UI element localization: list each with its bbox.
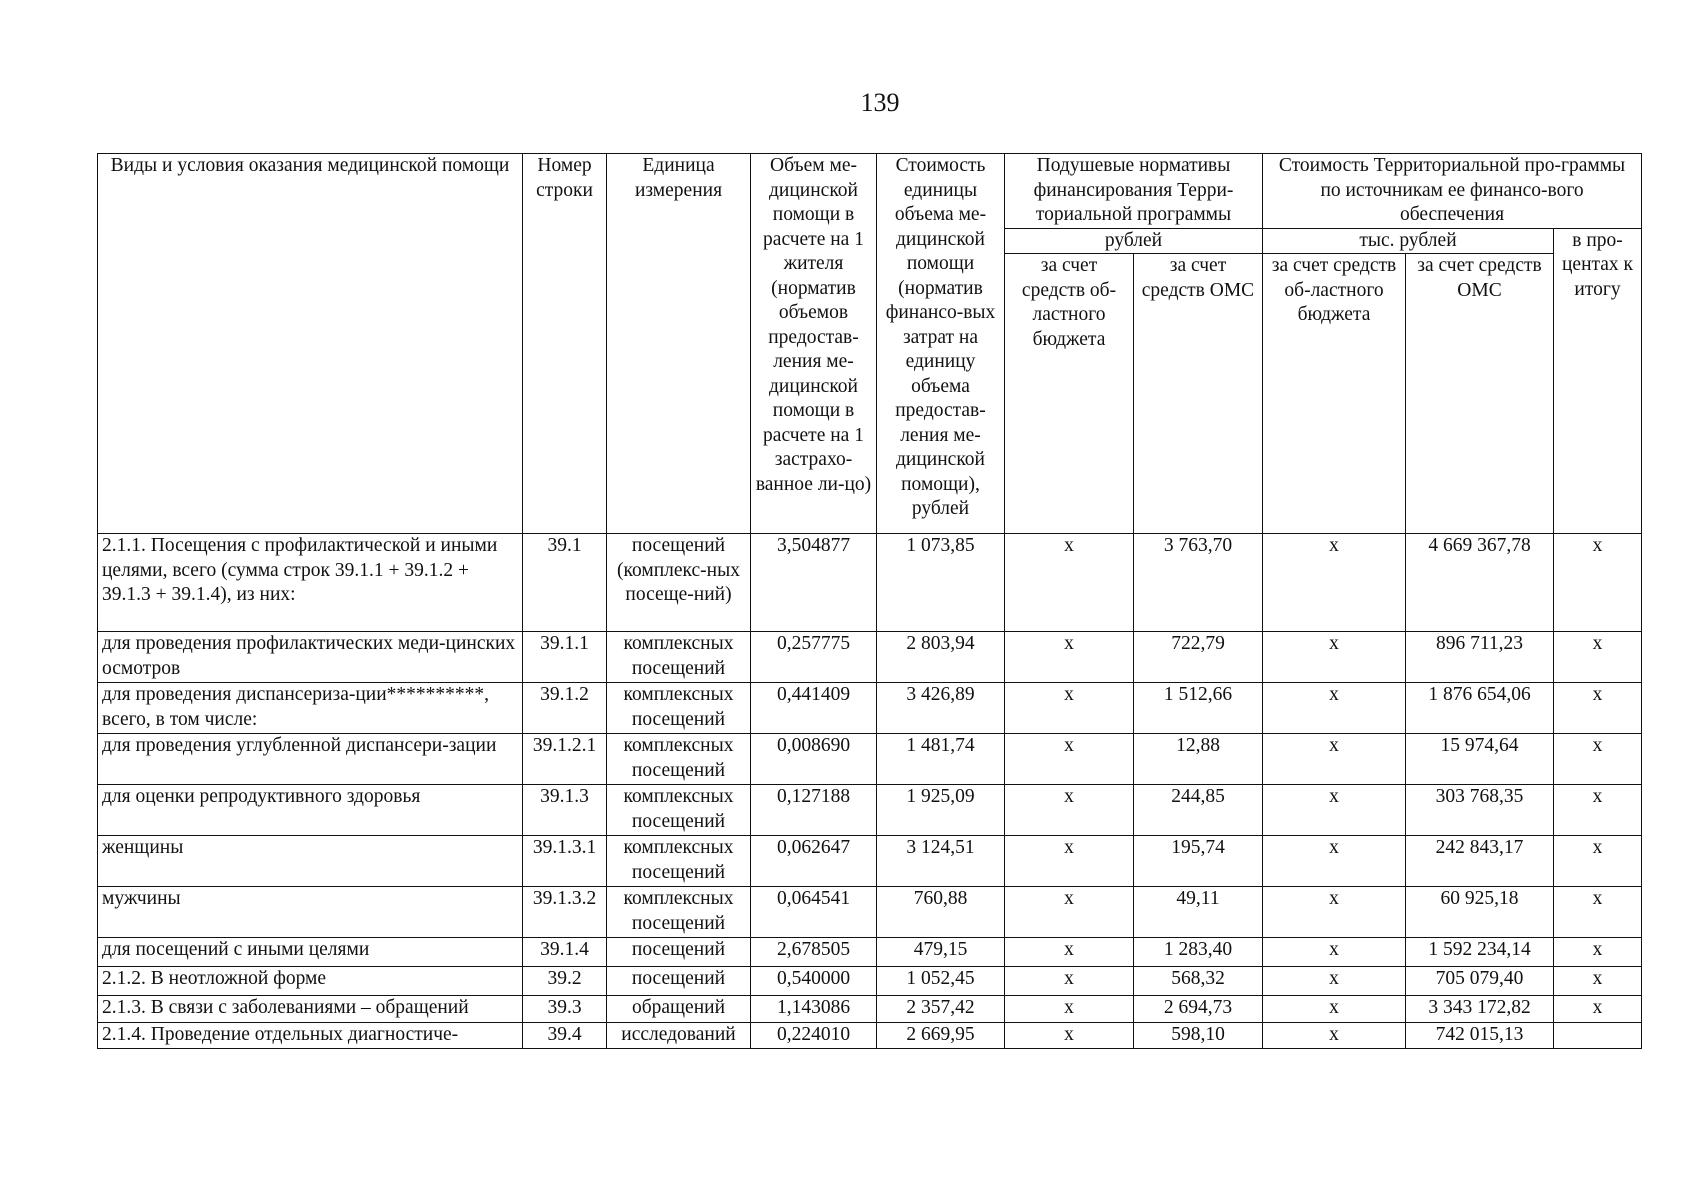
row-cost: 3 426,89	[877, 683, 1005, 734]
header-unit-cost: Стоимость единицы объема ме-дицинской помощи (норматив финансо-вых затрат на единицу объема предостав-ления ме-дицинской помощи), рублей	[877, 154, 1005, 534]
row-pr-budget: x	[1263, 887, 1406, 938]
header-volume: Объем ме-дицинской помощи в расчете на 1 жителя (норматив объемов предостав-ления ме-дицинской помощи в расчете на 1 застрахо-ванное ли-цо)	[751, 154, 877, 534]
row-unit: комплексных посещений	[607, 785, 751, 836]
table-row	[98, 632, 1642, 683]
row-cost: 1 052,45	[877, 967, 1005, 996]
row-pr-budget: x	[1263, 683, 1406, 734]
row-volume: 0,224010	[751, 1023, 877, 1049]
row-pr-oms: 1 876 654,06	[1406, 683, 1554, 734]
table-row	[98, 836, 1642, 887]
row-pr-oms: 896 711,23	[1406, 632, 1554, 683]
header-kind: Виды и условия оказания медицинской помощи	[98, 154, 523, 534]
row-pc-budget: x	[1005, 683, 1134, 734]
row-pr-oms: 705 079,40	[1406, 967, 1554, 996]
row-pr-oms: 242 843,17	[1406, 836, 1554, 887]
row-number: 39.1.1	[523, 632, 607, 683]
row-pr-oms: 15 974,64	[1406, 734, 1554, 785]
row-volume: 1,143086	[751, 996, 877, 1023]
header-program-cost: Стоимость Территориальной про-граммы по источникам ее финансо-вого обеспечения	[1263, 154, 1642, 229]
row-pr-oms: 3 343 172,82	[1406, 996, 1554, 1023]
row-name: мужчины	[98, 887, 523, 938]
row-number: 39.4	[523, 1023, 607, 1049]
row-pc-oms: 722,79	[1134, 632, 1263, 683]
row-volume: 0,257775	[751, 632, 877, 683]
financing-table	[97, 153, 1642, 1049]
row-pc-budget: x	[1005, 632, 1134, 683]
row-percent: x	[1554, 996, 1642, 1023]
row-unit: посещений	[607, 938, 751, 967]
row-cost: 2 357,42	[877, 996, 1005, 1023]
row-volume: 3,504877	[751, 534, 877, 632]
row-unit: посещений (комплекс-ных посеще-ний)	[607, 534, 751, 632]
row-pc-oms: 195,74	[1134, 836, 1263, 887]
row-pc-oms: 1 283,40	[1134, 938, 1263, 967]
row-cost: 3 124,51	[877, 836, 1005, 887]
row-pc-budget: x	[1005, 785, 1134, 836]
row-pc-budget: x	[1005, 938, 1134, 967]
header-regional-budget: за счет средств об-ластного бюджета	[1005, 254, 1134, 534]
header-unit: Единица измерения	[607, 154, 751, 534]
row-pc-budget: x	[1005, 887, 1134, 938]
row-pc-oms: 12,88	[1134, 734, 1263, 785]
row-pr-budget: x	[1263, 632, 1406, 683]
table-row	[98, 683, 1642, 734]
row-name: для посещений с иными целями	[98, 938, 523, 967]
row-pr-budget: x	[1263, 734, 1406, 785]
row-name: 2.1.4. Проведение отдельных диагностиче-	[98, 1023, 523, 1049]
row-cost: 1 481,74	[877, 734, 1005, 785]
row-unit: обращений	[607, 996, 751, 1023]
row-pc-oms: 244,85	[1134, 785, 1263, 836]
row-cost: 2 803,94	[877, 632, 1005, 683]
row-pr-budget: x	[1263, 996, 1406, 1023]
row-pr-oms: 4 669 367,78	[1406, 534, 1554, 632]
row-percent: x	[1554, 734, 1642, 785]
row-number: 39.1	[523, 534, 607, 632]
row-percent: x	[1554, 683, 1642, 734]
row-pc-oms: 568,32	[1134, 967, 1263, 996]
row-number: 39.1.2	[523, 683, 607, 734]
row-name: 2.1.1. Посещения с профилактической и иными целями, всего (сумма строк 39.1.1 + 39.1.2 + 39.1.3 + 39.1.4), из них:	[98, 534, 523, 632]
row-percent: x	[1554, 632, 1642, 683]
header-rubles: рублей	[1005, 228, 1263, 254]
row-number: 39.3	[523, 996, 607, 1023]
row-unit: комплексных посещений	[607, 734, 751, 785]
header-row-number: Номер строки	[523, 154, 607, 534]
row-pc-budget: x	[1005, 996, 1134, 1023]
row-unit: комплексных посещений	[607, 683, 751, 734]
row-pc-oms: 49,11	[1134, 887, 1263, 938]
row-name: для проведения профилактических меди-цинских осмотров	[98, 632, 523, 683]
row-cost: 760,88	[877, 887, 1005, 938]
row-percent: x	[1554, 887, 1642, 938]
row-pr-budget: x	[1263, 967, 1406, 996]
row-pc-budget: x	[1005, 967, 1134, 996]
table-row	[98, 887, 1642, 938]
header-thousand-rubles: тыс. рублей	[1263, 228, 1554, 254]
row-volume: 0,008690	[751, 734, 877, 785]
header-per-capita: Подушевые нормативы финансирования Терри-ториальной программы	[1005, 154, 1263, 229]
row-pr-oms: 742 015,13	[1406, 1023, 1554, 1049]
row-percent: x	[1554, 967, 1642, 996]
row-pc-oms: 3 763,70	[1134, 534, 1263, 632]
row-pr-budget: x	[1263, 785, 1406, 836]
row-volume: 0,064541	[751, 887, 877, 938]
row-pr-budget: x	[1263, 534, 1406, 632]
row-pc-oms: 1 512,66	[1134, 683, 1263, 734]
row-number: 39.1.3.2	[523, 887, 607, 938]
row-pc-oms: 598,10	[1134, 1023, 1263, 1049]
row-name: 2.1.2. В неотложной форме	[98, 967, 523, 996]
row-volume: 2,678505	[751, 938, 877, 967]
row-unit: посещений	[607, 967, 751, 996]
row-name: для оценки репродуктивного здоровья	[98, 785, 523, 836]
row-percent: x	[1554, 534, 1642, 632]
row-number: 39.1.2.1	[523, 734, 607, 785]
row-number: 39.2	[523, 967, 607, 996]
table-row	[98, 734, 1642, 785]
row-pr-budget: x	[1263, 1023, 1406, 1049]
row-pc-budget: x	[1005, 836, 1134, 887]
header-regional-budget-2: за счет средств об-ластного бюджета	[1263, 254, 1406, 534]
header-oms-2: за счет средств ОМС	[1406, 254, 1554, 534]
row-pc-budget: x	[1005, 1023, 1134, 1049]
header-oms: за счет средств ОМС	[1134, 254, 1263, 534]
row-cost: 479,15	[877, 938, 1005, 967]
row-name: для проведения углубленной диспансери-зации	[98, 734, 523, 785]
row-name: 2.1.3. В связи с заболеваниями – обращений	[98, 996, 523, 1023]
row-unit: исследований	[607, 1023, 751, 1049]
row-percent: x	[1554, 836, 1642, 887]
row-name: для проведения диспансериза-ции**********, всего, в том числе:	[98, 683, 523, 734]
row-pr-budget: x	[1263, 938, 1406, 967]
row-percent	[1554, 1023, 1642, 1049]
row-pc-budget: x	[1005, 534, 1134, 632]
row-cost: 2 669,95	[877, 1023, 1005, 1049]
row-volume: 0,441409	[751, 683, 877, 734]
row-pr-oms: 60 925,18	[1406, 887, 1554, 938]
row-percent: x	[1554, 938, 1642, 967]
row-number: 39.1.3	[523, 785, 607, 836]
row-unit: комплексных посещений	[607, 836, 751, 887]
row-cost: 1 925,09	[877, 785, 1005, 836]
row-unit: комплексных посещений	[607, 887, 751, 938]
table-row	[98, 785, 1642, 836]
row-cost: 1 073,85	[877, 534, 1005, 632]
row-pr-budget: x	[1263, 836, 1406, 887]
row-name: женщины	[98, 836, 523, 887]
row-pr-oms: 303 768,35	[1406, 785, 1554, 836]
row-pr-oms: 1 592 234,14	[1406, 938, 1554, 967]
table-row	[98, 534, 1642, 632]
table-row	[98, 938, 1642, 967]
row-number: 39.1.4	[523, 938, 607, 967]
row-percent: x	[1554, 785, 1642, 836]
row-unit: комплексных посещений	[607, 632, 751, 683]
table-row	[98, 967, 1642, 996]
row-volume: 0,127188	[751, 785, 877, 836]
table-row	[98, 1023, 1642, 1049]
row-pc-budget: x	[1005, 734, 1134, 785]
row-volume: 0,062647	[751, 836, 877, 887]
page-number: 139	[860, 88, 900, 117]
row-number: 39.1.3.1	[523, 836, 607, 887]
row-volume: 0,540000	[751, 967, 877, 996]
table-row	[98, 996, 1642, 1023]
row-pc-oms: 2 694,73	[1134, 996, 1263, 1023]
header-percent: в про-центах к итогу	[1554, 228, 1642, 534]
